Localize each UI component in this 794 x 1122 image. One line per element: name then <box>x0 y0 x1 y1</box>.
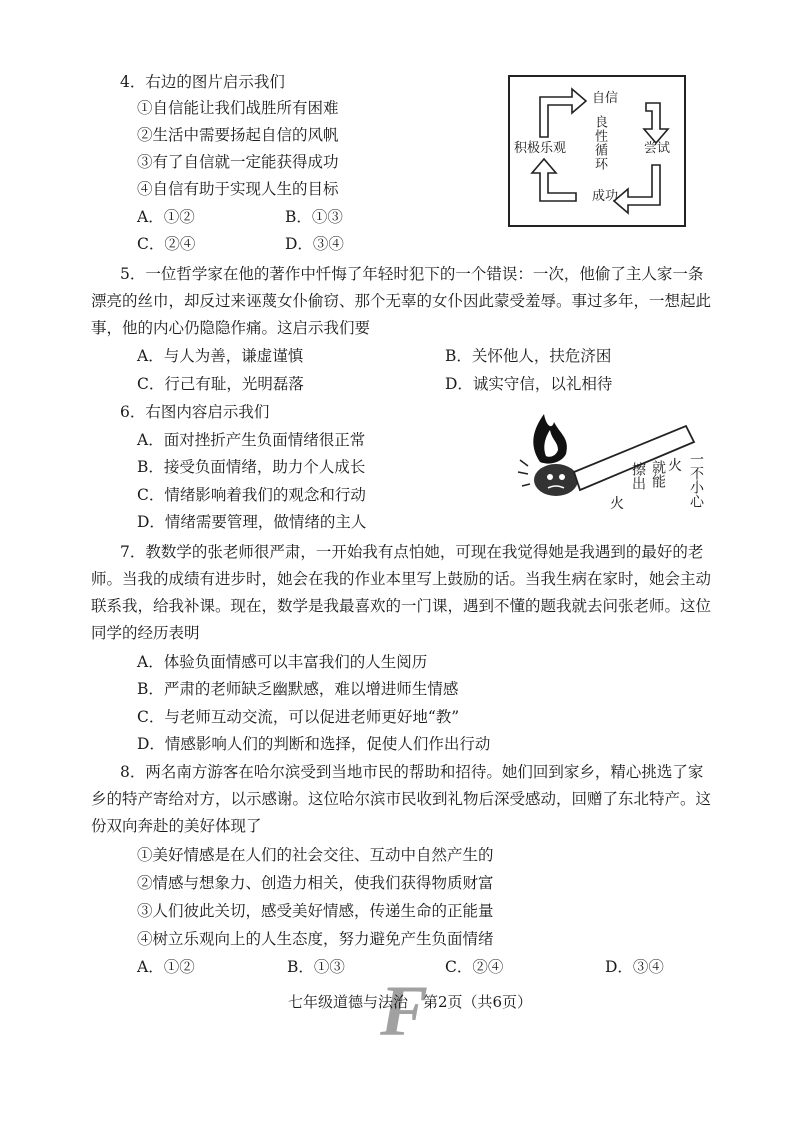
q7-option-c: C．与老师互动交流，可以促进老师更好地“教” <box>137 708 460 726</box>
q6-option-d: D．情绪需要管理，做情绪的主人 <box>137 513 367 531</box>
q8-item-3: ③人们彼此关切，感受美好情感，传递生命的正能量 <box>137 902 494 920</box>
match-cartoon <box>500 400 704 525</box>
q7-line-4: 同学的经历表明 <box>91 624 200 642</box>
match-head-icon <box>534 464 578 496</box>
diagram-label-optimism: 积极乐观 <box>514 141 567 156</box>
cartoon-text-4: 擦出 <box>630 462 646 490</box>
q4-item-4: ④自信有助于实现人生的目标 <box>137 180 339 198</box>
q7-option-d: D．情感影响人们的判断和选择，促使人们作出行动 <box>137 735 491 753</box>
arrow-top-right-icon <box>644 103 668 143</box>
q5-line-2: 漂亮的丝巾，却反过来诬蔑女仆偷窃、那个无辜的女仆因此蒙受羞辱。事过多年，一想起此 <box>91 292 712 310</box>
diagram-label-confidence: 自信 <box>592 91 619 106</box>
q8-option-d: D．③④ <box>605 958 664 976</box>
confidence-cycle-diagram <box>508 75 686 227</box>
q4-stem: 4．右边的图片启示我们 <box>120 73 285 91</box>
watermark-letter: F <box>380 971 429 1051</box>
q5-option-a: A．与人为善，谦虚谨慎 <box>137 347 304 365</box>
diagram-label-virtuous-cycle: 良性循环 <box>592 115 607 171</box>
q5-line-3: 事，他的内心仍隐隐作痛。这启示我们要 <box>91 319 371 337</box>
cartoon-text-5: 火 <box>610 496 624 512</box>
q6-stem: 6．右图内容启示我们 <box>120 403 270 421</box>
cartoon-text-2: 火 <box>668 458 682 474</box>
q8-option-b: B．①③ <box>287 958 345 976</box>
q5-option-b: B．关怀他人，扶危济困 <box>445 347 612 365</box>
q7-option-a: A．体验负面情感可以丰富我们的人生阅历 <box>137 653 428 671</box>
q6-option-a: A．面对挫折产生负面情绪很正常 <box>137 431 366 449</box>
q8-option-a: A．①② <box>137 958 195 976</box>
arrow-bottom-right-icon <box>614 165 660 213</box>
q5-line-1: 5．一位哲学家在他的著作中忏悔了年轻时犯下的一个错误：一次，他偷了主人家一条 <box>120 265 704 283</box>
q4-item-3: ③有了自信就一定能获得成功 <box>137 153 339 171</box>
q4-option-c: C．②④ <box>137 235 196 253</box>
q4-option-d: D．③④ <box>285 235 344 253</box>
q8-item-2: ②情感与想象力、创造力相关，使我们获得物质财富 <box>137 874 494 892</box>
page-footer: 七年级道德与法治 第2页（共6页） <box>287 993 533 1011</box>
q8-option-c: C．②④ <box>445 958 504 976</box>
q4-option-b: B．①③ <box>285 208 343 226</box>
q8-line-3: 份双向奔赴的美好体现了 <box>91 817 262 835</box>
q4-item-2: ②生活中需要扬起自信的风帆 <box>137 126 339 144</box>
arrow-bottom-left-icon <box>532 159 576 201</box>
cartoon-text-1: 一不小心 <box>688 452 704 508</box>
q7-line-3: 联系我，给我补课。现在，数学是我最喜欢的一门课，遇到不懂的题我就去问张老师。这位 <box>91 597 712 615</box>
q5-option-d: D．诚实守信，以礼相待 <box>445 375 613 393</box>
diagram-label-success: 成功 <box>592 189 619 204</box>
q7-line-2: 师。当我的成绩有进步时，她会在我的作业本里写上鼓励的话。当我生病在家时，她会主动 <box>91 570 712 588</box>
arrow-top-left-icon <box>540 89 586 137</box>
q6-option-c: C．情绪影响着我们的观念和行动 <box>137 486 366 504</box>
q8-item-4: ④树立乐观向上的人生态度，努力避免产生负面情绪 <box>137 930 494 948</box>
q5-option-c: C．行己有耻，光明磊落 <box>137 375 304 393</box>
q4-option-a: A．①② <box>137 208 195 226</box>
cartoon-text-3: 就能 <box>650 460 666 488</box>
diagram-label-try: 尝试 <box>644 141 671 156</box>
q6-option-b: B．接受负面情绪，助力个人成长 <box>137 458 366 476</box>
q8-line-2: 乡的特产寄给对方，以示感谢。这位哈尔滨市民收到礼物后深受感动，回赠了东北特产。这 <box>91 790 712 808</box>
q7-option-b: B．严肃的老师缺乏幽默感，难以增进师生情感 <box>137 680 459 698</box>
q7-line-1: 7．教数学的张老师很严肃，一开始我有点怕她，可现在我觉得她是我遇到的最好的老 <box>120 543 704 561</box>
q8-item-1: ①美好情感是在人们的社会交往、互动中自然产生的 <box>137 846 494 864</box>
q8-line-1: 8．两名南方游客在哈尔滨受到当地市民的帮助和招待。她们回到家乡，精心挑选了家 <box>120 763 704 781</box>
q4-item-1: ①自信能让我们战胜所有困难 <box>137 99 339 117</box>
